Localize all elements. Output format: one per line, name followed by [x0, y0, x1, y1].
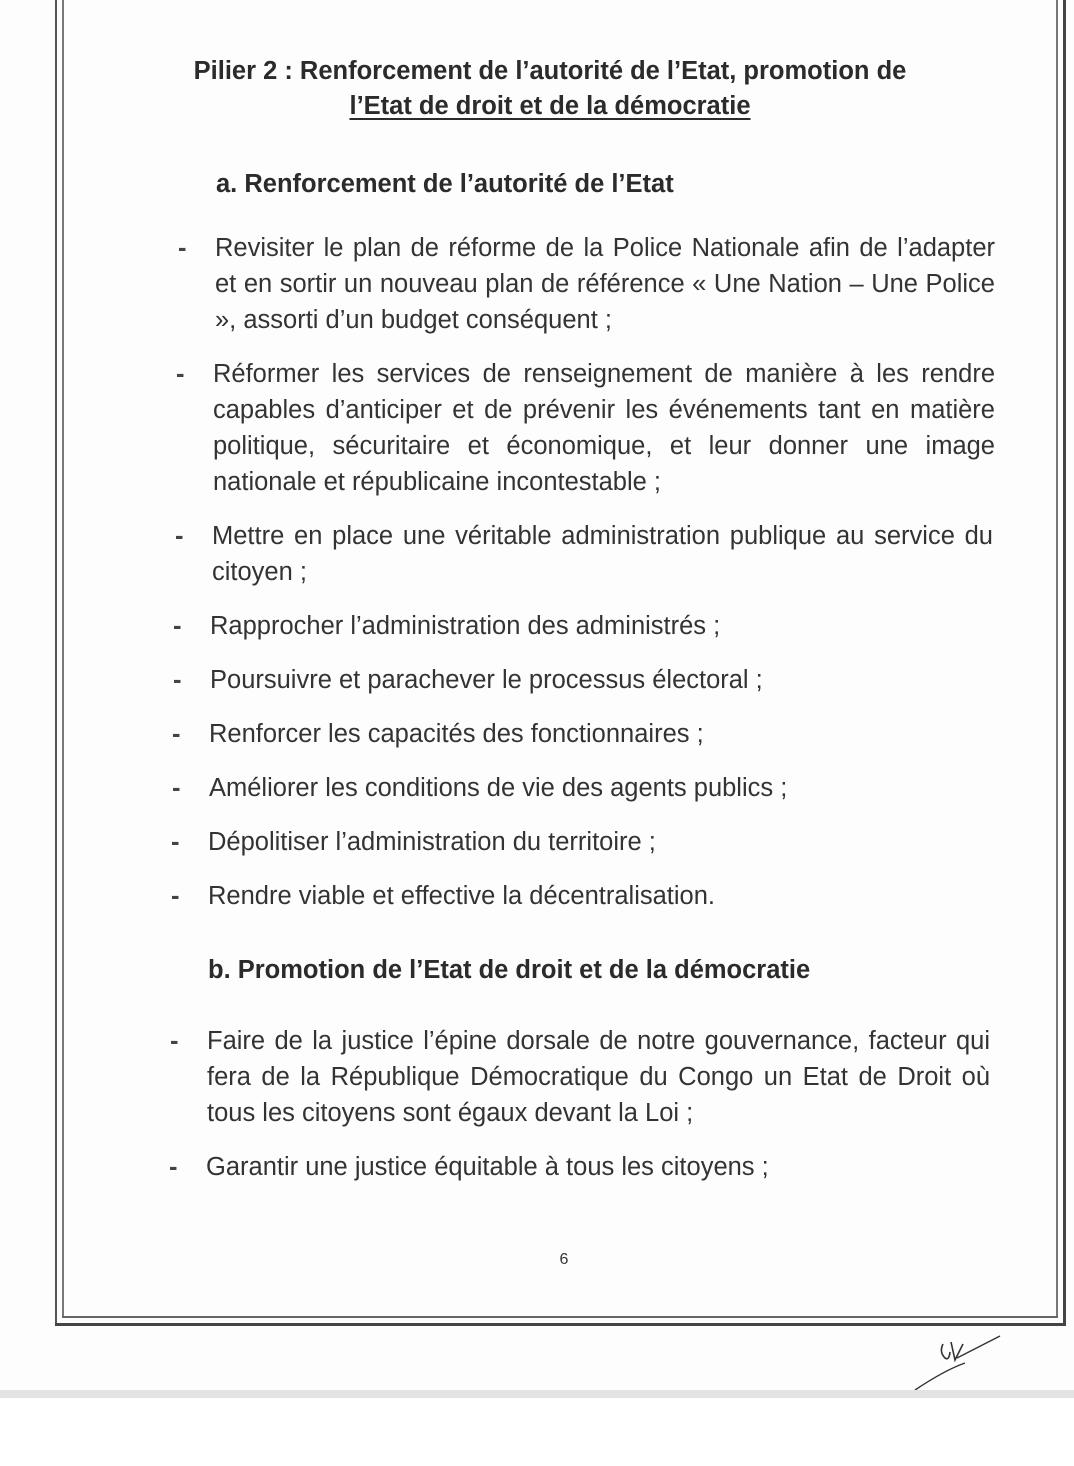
bullet-dash: -: [169, 1153, 178, 1181]
section-a-item-text: Réformer les services de renseignement de manière à les rendre capables d’anticiper et de prévenir les événements tant en matière politique, sécuritaire et économique, et leur donner une image nationale et républicaine incontestable ;: [213, 360, 995, 496]
section-a-item-text: Améliorer les conditions de vie des agents publics ;: [209, 774, 788, 802]
bullet-dash: -: [178, 234, 187, 262]
section-a-item-text: Renforcer les capacités des fonctionnaires ;: [209, 720, 704, 748]
section-b-item-2: [169, 1149, 986, 1185]
page-border-left-outer: [55, 0, 57, 1326]
bullet-dash: -: [172, 720, 181, 748]
section-a-item-text: Mettre en place une véritable administration publique au service du citoyen ;: [212, 522, 993, 586]
bullet-dash: -: [170, 1027, 179, 1055]
section-a-item-5: [173, 662, 990, 698]
section-a-item-text: Rendre viable et effective la décentralisation.: [208, 882, 715, 910]
section-a-item-4: [173, 608, 990, 644]
bullet-dash: -: [175, 522, 184, 550]
page-border-right-outer: [1063, 0, 1066, 1326]
pillar-heading-line1: Pilier 2 : Renforcement de l’autorité de l’Etat, promotion de: [193, 57, 907, 85]
section-a-item-2: [176, 356, 995, 500]
bullet-dash: -: [171, 882, 180, 910]
bullet-dash: -: [171, 828, 180, 856]
pillar-heading-line2-text: l’Etat de droit et de la démocratie: [349, 92, 751, 120]
section-a-item-text: Rapprocher l’administration des administrés ;: [210, 612, 721, 640]
section-a-title: a. Renforcement de l’autorité de l’Etat: [216, 170, 674, 198]
page-number: 6: [559, 1251, 569, 1268]
pillar-heading-line2: [60, 89, 1040, 124]
section-a-item-text: Poursuivre et parachever le processus électoral ;: [210, 666, 763, 694]
section-b-item-1: [170, 1023, 990, 1131]
bullet-dash: -: [172, 774, 181, 802]
section-a-item-text: Revisiter le plan de réforme de la Police Nationale afin de l’adapter et en sortir un nouveau plan de référence « Une Nation – Une Police », assorti d’un budget conséquent ;: [215, 234, 995, 334]
section-b-title: b. Promotion de l’Etat de droit et de la démocratie: [208, 956, 811, 984]
page-border-right-inner: [1056, 0, 1058, 1318]
signature-initials: [905, 1330, 1015, 1396]
page-border-bottom-inner: [62, 1316, 1058, 1318]
section-a-item-8: [171, 824, 988, 860]
section-a-item-6: [172, 716, 989, 752]
section-a-item-9: [171, 878, 988, 914]
page-border-left-inner: [62, 0, 64, 1318]
section-a-item-3: [175, 518, 993, 590]
bullet-dash: -: [176, 360, 185, 388]
scan-edge-band: [0, 1390, 1074, 1398]
scan-blank-area: [0, 1398, 1074, 1466]
section-a-item-1: [178, 230, 995, 338]
section-a-item-text: Dépolitiser l’administration du territoire ;: [208, 828, 656, 856]
section-b-item-text: Garantir une justice équitable à tous les citoyens ;: [206, 1153, 769, 1181]
section-a-item-7: [172, 770, 989, 806]
page-border-bottom-outer: [55, 1323, 1066, 1326]
section-b-item-text: Faire de la justice l’épine dorsale de notre gouvernance, facteur qui fera de la République Démocratique du Congo un Etat de Droit où tous les citoyens sont égaux devant la Loi ;: [207, 1027, 990, 1127]
bullet-dash: -: [173, 612, 182, 640]
bullet-dash: -: [173, 666, 182, 694]
